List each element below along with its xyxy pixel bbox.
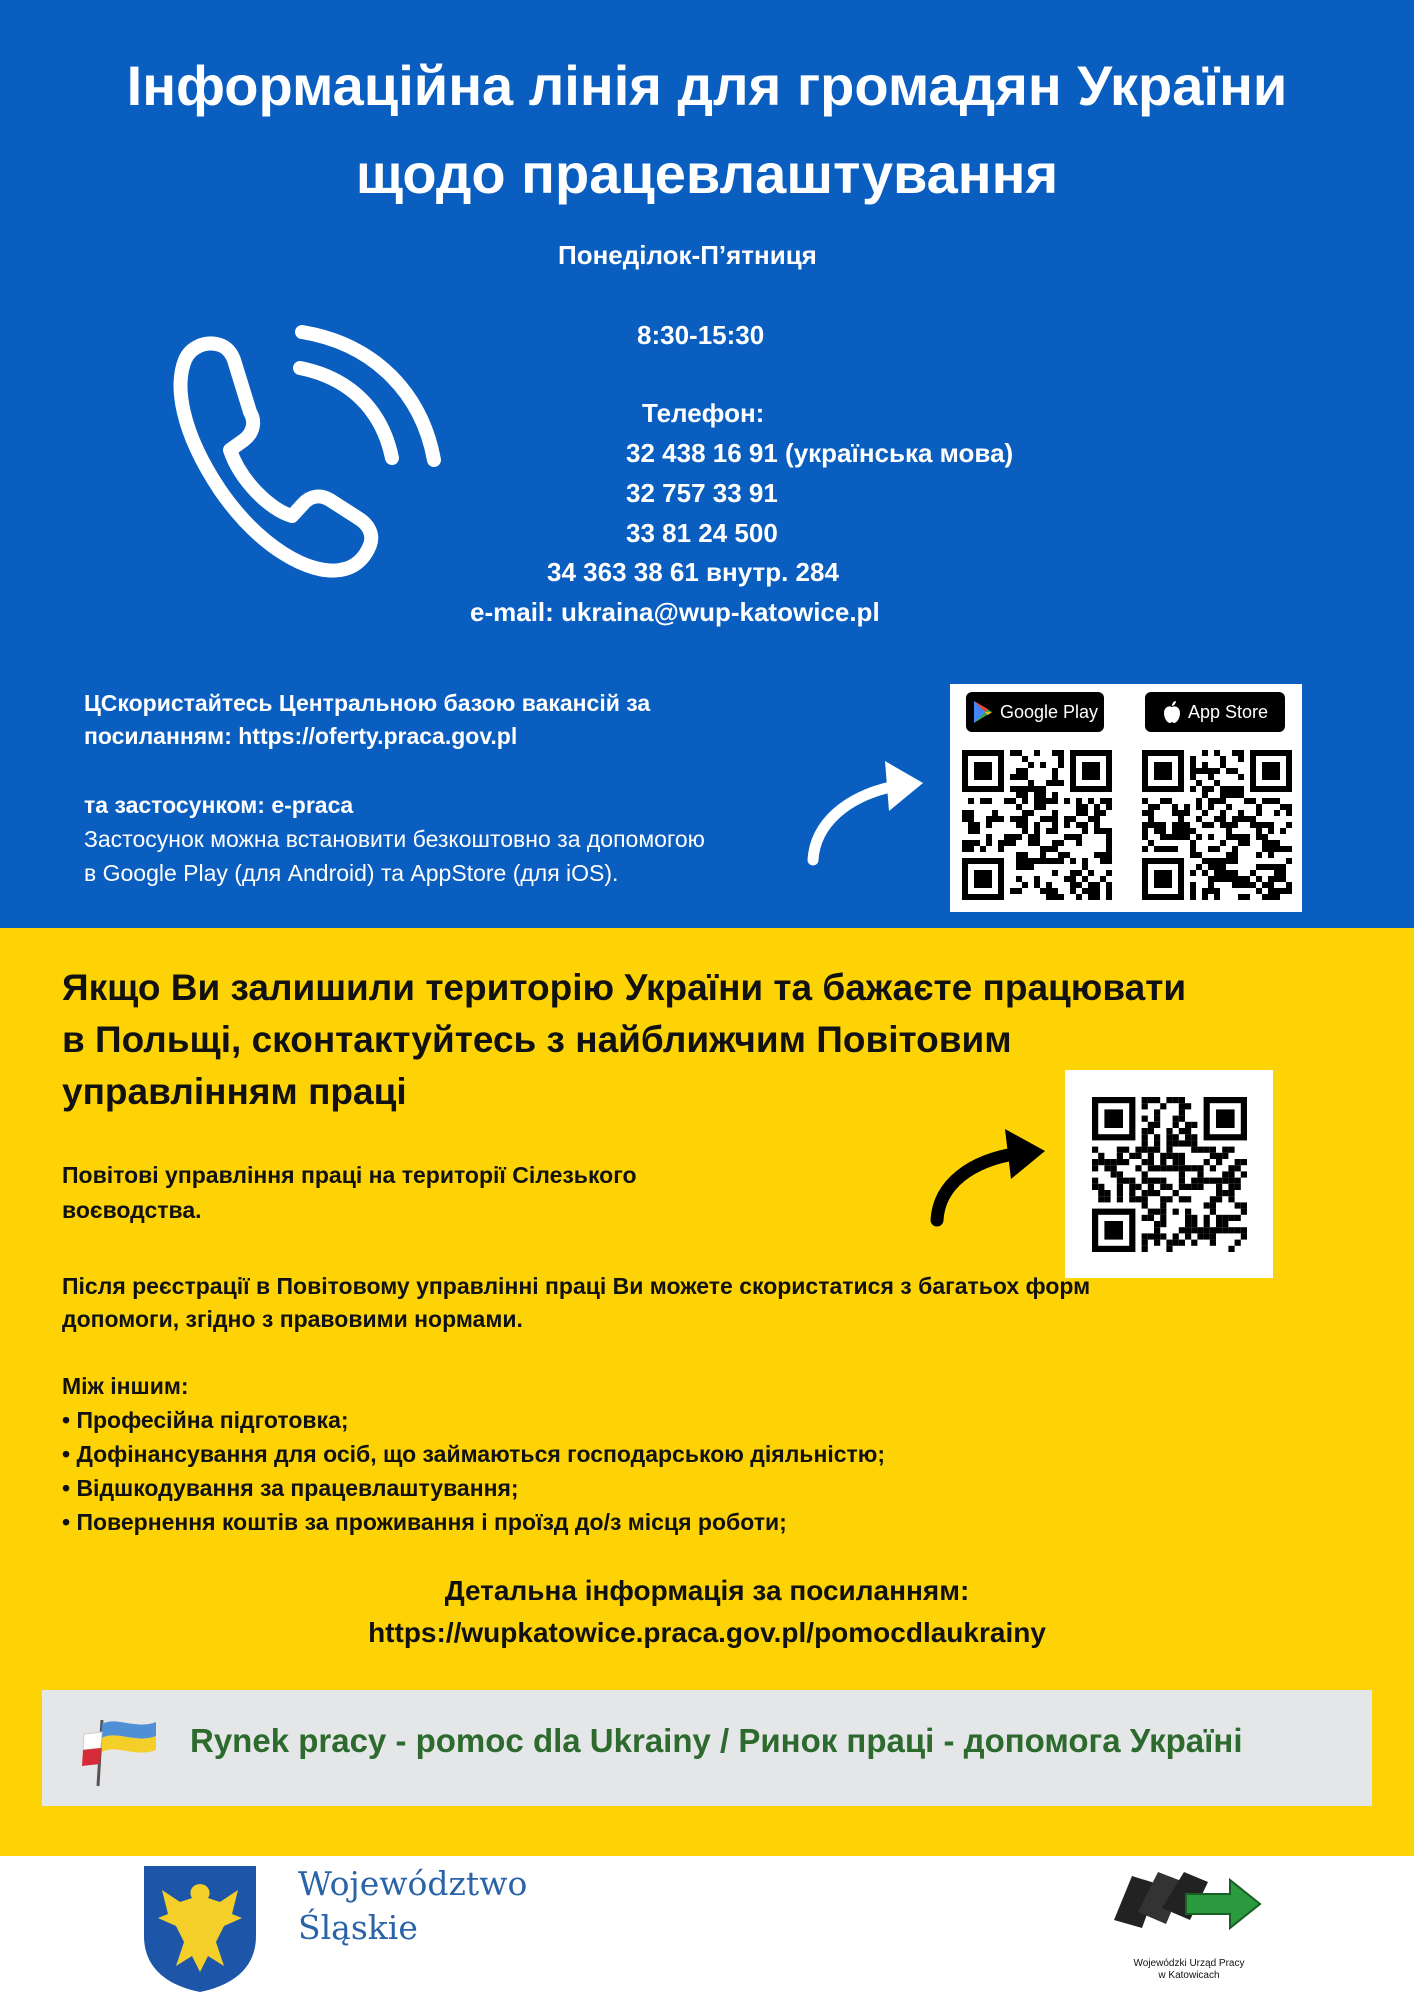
phone-1: 32 438 16 91 (українська мова)	[626, 438, 1014, 468]
vacancies-link[interactable]: посиланням: https://oferty.praca.gov.pl	[84, 723, 518, 749]
app-qr-box	[950, 684, 1302, 912]
labour-office-line-1: Wojewódzki Urząd Pracy	[1133, 1958, 1245, 1969]
email[interactable]: e-mail: ukraina@wup-katowice.pl	[470, 597, 880, 627]
title-line-1: Інформаційна лінія для громадян України	[126, 54, 1288, 117]
local-offices-qr-code[interactable]	[1092, 1097, 1247, 1252]
registration-line-2: допомоги, згідно з правовими нормами.	[62, 1306, 523, 1332]
schedule-hours: 8:30-15:30	[637, 320, 765, 350]
voivodeship-line-2: Śląskie	[298, 1908, 418, 1947]
arrow-icon-dark	[925, 1125, 1050, 1230]
arrow-icon	[805, 755, 930, 870]
offices-line-1: Повітові управління праці на території Сілезького	[62, 1162, 637, 1188]
app-store-badge[interactable]	[1145, 692, 1285, 732]
google-play-icon	[972, 700, 994, 724]
apple-icon	[1162, 700, 1182, 724]
phone-4: 34 363 38 61 внутр. 284	[547, 557, 839, 587]
among-label: Між іншим:	[62, 1373, 189, 1399]
bullet-3: • Відшкодування за працевлаштування;	[62, 1475, 519, 1501]
local-offices-title-line-2: в Польщі, сконтактуйтесь з найближчим Повітовим	[62, 1019, 1012, 1060]
coat-of-arms-icon	[140, 1862, 260, 1994]
phone-icon	[160, 320, 450, 590]
google-play-qr-code[interactable]	[962, 750, 1112, 900]
flag-icon	[66, 1698, 166, 1798]
labour-office-name	[1100, 1958, 1278, 1982]
app-store-label: App Store	[1187, 701, 1269, 722]
phone-2: 32 757 33 91	[626, 478, 778, 508]
google-play-badge[interactable]	[966, 692, 1104, 732]
page-title	[0, 42, 1414, 218]
app-store-qr-code[interactable]	[1142, 750, 1292, 900]
registration-line-1: Після реєстрації в Повітовому управлінні праці Ви можете скористатися з багатьох форм	[62, 1273, 1091, 1299]
app-label: та застосунком: e-praca	[84, 792, 354, 818]
vacancies-line-1: ЦСкористайтесь Центральною базою вакансій за	[84, 690, 651, 716]
offices-line-2: воєводства.	[62, 1197, 202, 1223]
local-offices-title-line-1: Якщо Ви залишили територію України та бажаєте працювати	[62, 967, 1187, 1008]
phone-label: Телефон:	[642, 398, 765, 428]
banner-text: Rynek pracy - pomoc dla Ukrainy / Ринок праці - допомога Україні	[190, 1722, 1243, 1759]
bullet-2: • Дофінансування для осіб, що займаються господарською діяльністю;	[62, 1441, 886, 1467]
local-offices-qr-box	[1065, 1070, 1273, 1278]
app-note-line-2: в Google Play (для Android) та AppStore (для iOS).	[84, 860, 619, 886]
labour-office-line-2: w Katowicach	[1158, 1970, 1220, 1981]
local-offices-title-line-3: управлінням праці	[62, 1071, 407, 1112]
title-line-2: щодо працевлаштування	[355, 142, 1059, 205]
voivodeship-line-1: Województwo	[298, 1864, 528, 1903]
bullet-4: • Повернення коштів за проживання і проїзд до/з місця роботи;	[62, 1509, 787, 1535]
labour-office-logo-icon	[1108, 1868, 1268, 1932]
google-play-label: Google Play	[999, 701, 1099, 722]
details-label: Детальна інформація за посиланням:	[444, 1575, 970, 1606]
phone-3: 33 81 24 500	[626, 518, 778, 548]
bullet-1: • Професійна підготовка;	[62, 1407, 349, 1433]
schedule-days: Понеділок-П’ятниця	[558, 240, 817, 270]
details-link[interactable]: https://wupkatowice.praca.gov.pl/pomocdlaukrainy	[368, 1617, 1046, 1648]
app-note-line-1: Застосунок можна встановити безкоштовно за допомогою	[84, 826, 705, 852]
voivodeship-name	[298, 1862, 527, 1950]
